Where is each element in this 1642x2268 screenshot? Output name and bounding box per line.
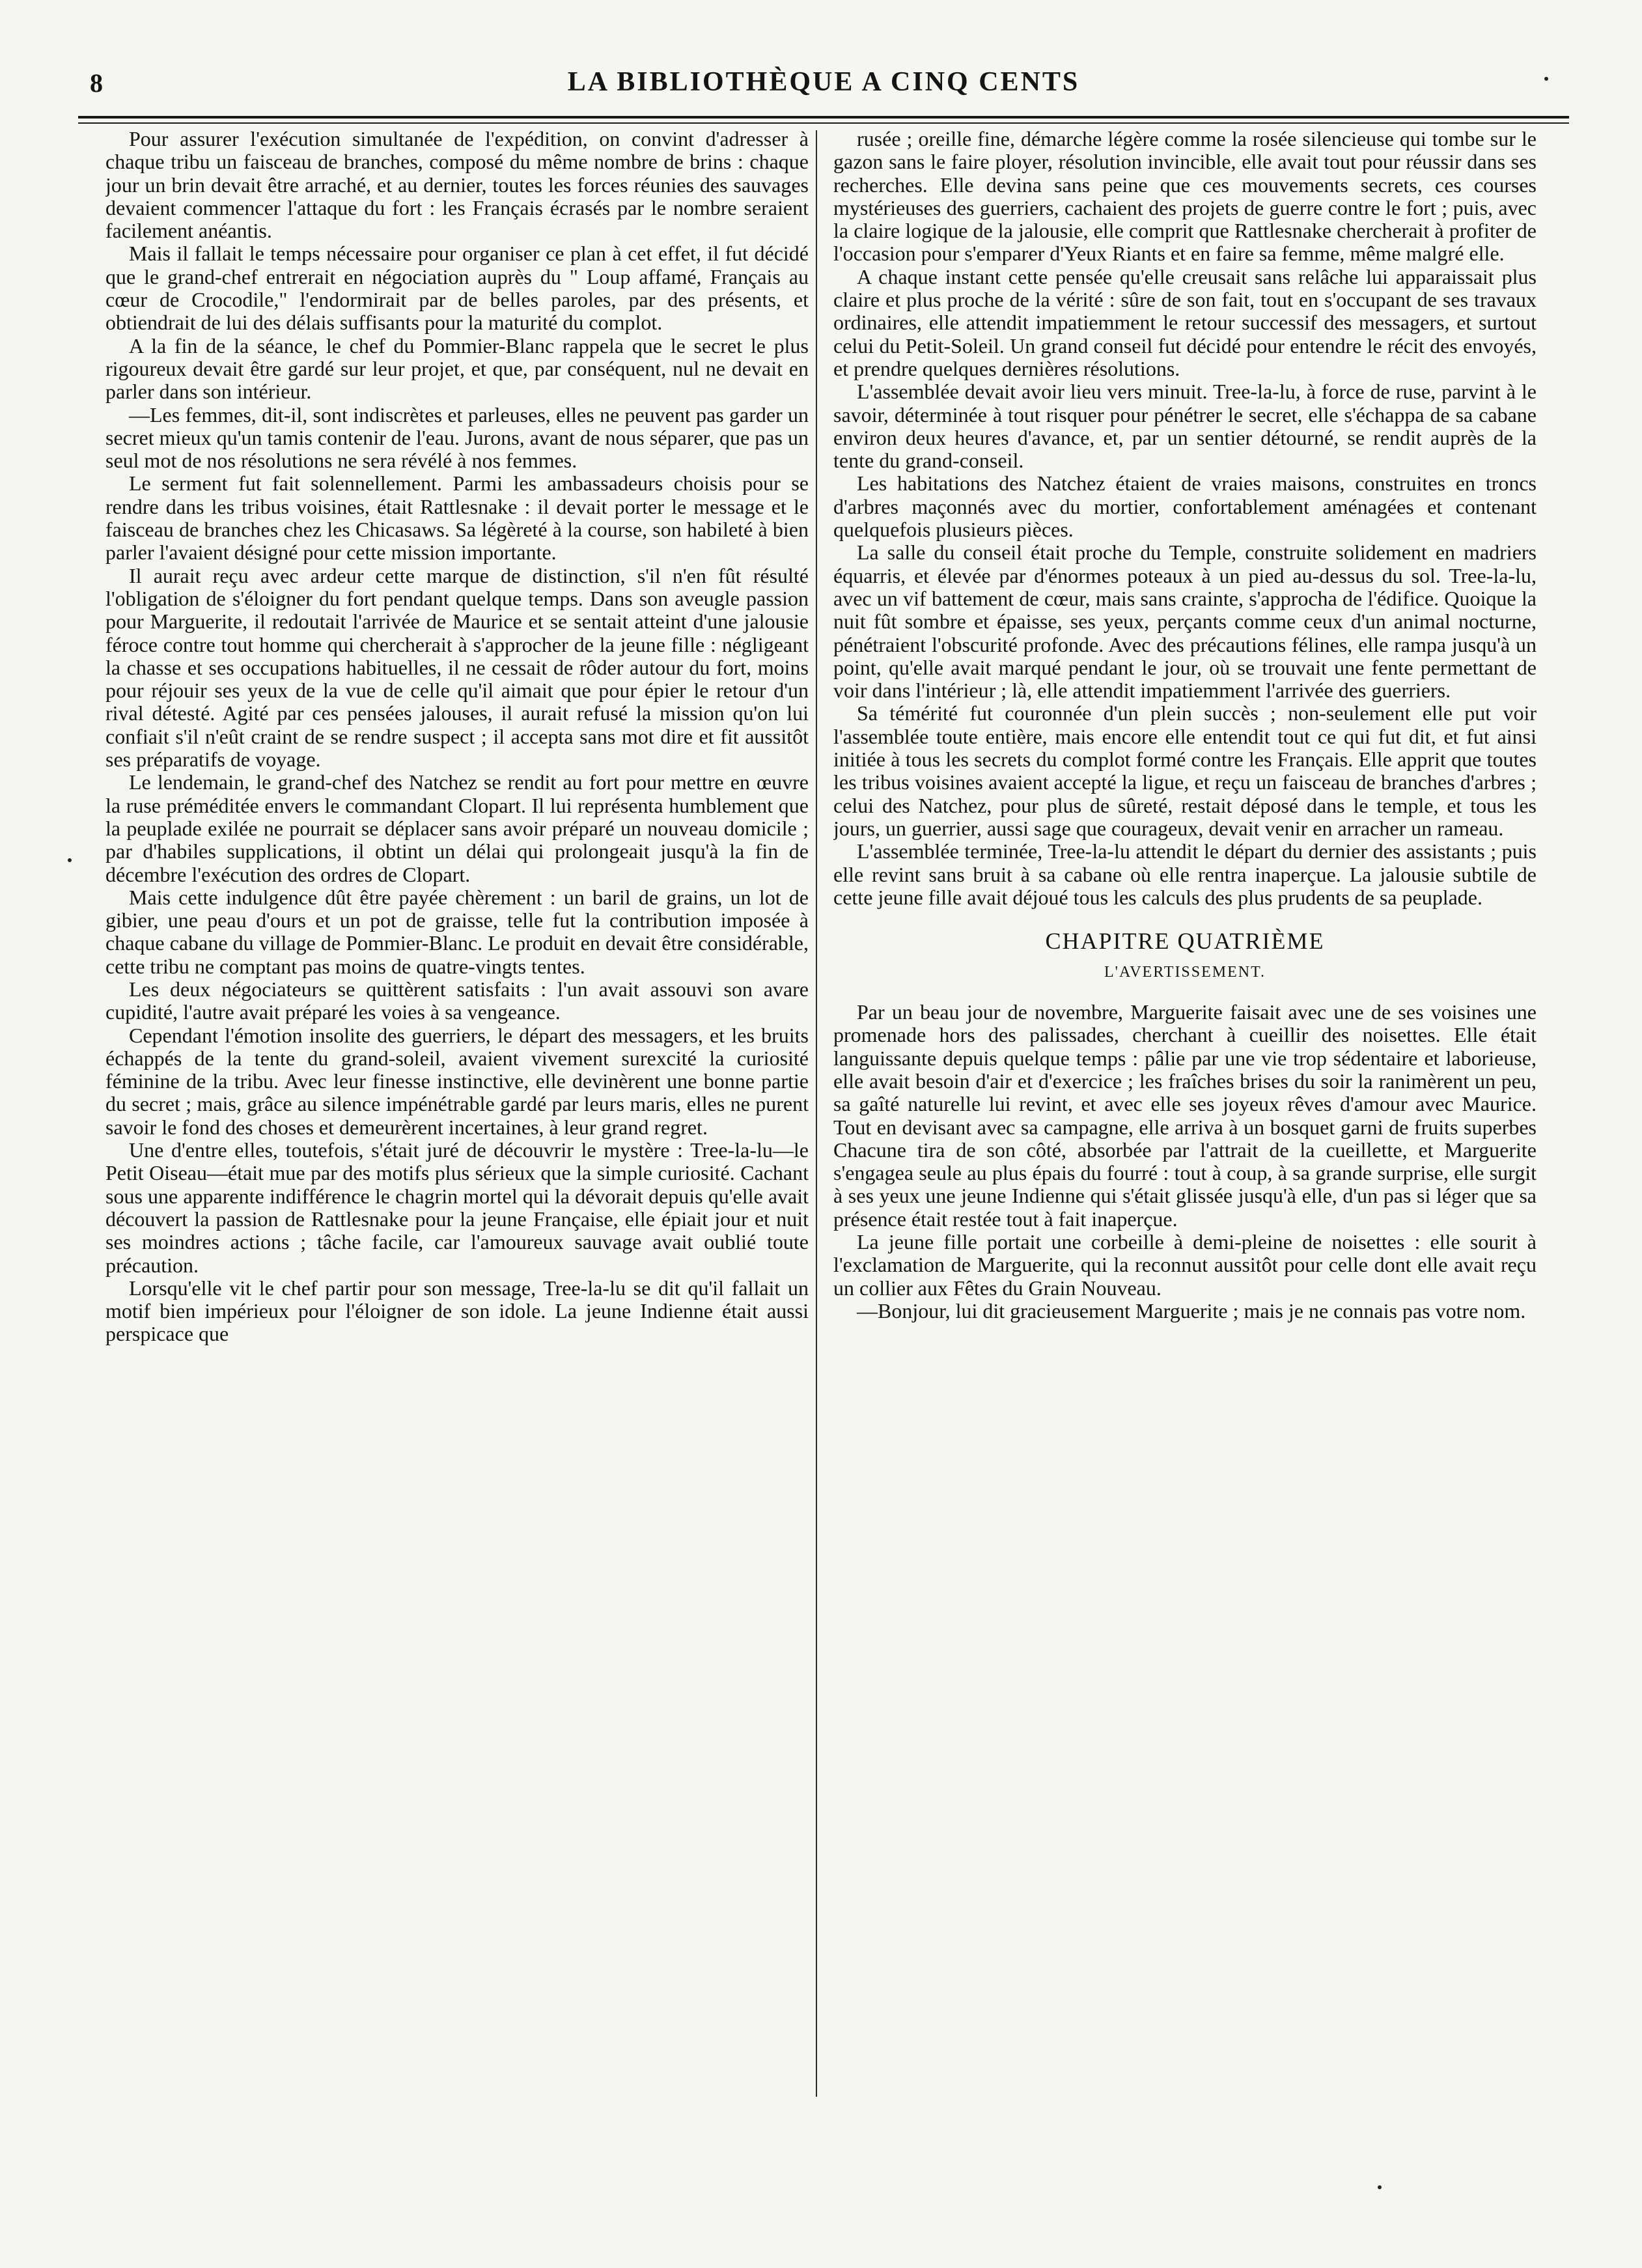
- header-rule-thin: [78, 122, 1569, 124]
- paragraph: A chaque instant cette pensée qu'elle creusait sans relâche lui apparaissait plus claire et plus proche de la vérité : sûre de son fait, tout en s'occupant de ses travaux ordinaires, elle attendit impatiemment le retour successif des messagers, et surtout celui du Petit-Soleil. Un grand conseil fut décidé pour entendre le récit des envoyés, et prendre quelques dernières résolutions.: [833, 264, 1537, 380]
- paragraph: —Bonjour, lui dit gracieusement Marguerite ; mais je ne connais pas votre nom.: [857, 1298, 1526, 1323]
- paragraph: Par un beau jour de novembre, Marguerite faisait avec une de ses voisines une promenade hors des palissades, cherchant à cueillir des noisettes. Elle était languissante depuis quelque temps : pâlie par une vie trop sédentaire et laborieuse, elle avait besoin d'air et d'exercice ; les fraîches brises du soir la ranimèrent un peu, sa gaîté naturelle lui revint, et avec elle ses joyeux rêves d'amour avec Maurice. Tout en devisant avec sa campagne, elle arriva à un bosquet garni de fruits superbes Chacune tira de son côté, absorbée par l'attrait de la cueillette, et Marguerite s'engagea seule au plus épais du fourré : tout à coup, à sa grande surprise, elle surgit à ses yeux une jeune Indienne qui s'était glissée jusqu'à elle, d'un pas si léger que sa présence était restée tout à fait inaperçue.: [833, 1000, 1537, 1231]
- ink-speck: [1378, 2185, 1382, 2189]
- paragraph: L'assemblée devait avoir lieu vers minuit. Tree-la-lu, à force de ruse, parvint à le savoir, déterminée à tout risquer pour pénétrer le secret, elle s'échappa de sa cabane environ deux heures d'avance, et, par un sentier détourné, se rendit auprès de la tente du grand-conseil.: [833, 380, 1537, 473]
- right-column: [833, 128, 1537, 2146]
- paragraph: L'assemblée terminée, Tree-la-lu attendit le départ du dernier des assistants ; puis elle revint sans bruit à sa cabane où elle rentra inaperçue. La jalousie subtile de cette jeune fille avait déjoué tous les calculs des plus prudents de sa peuplade.: [833, 839, 1537, 909]
- paragraph: Lorsqu'elle vit le chef partir pour son message, Tree-la-lu se dit qu'il fallait un motif bien impérieux pour l'éloigner de son idole. La jeune Indienne était aussi perspicace que: [105, 1276, 809, 1346]
- paragraph: La salle du conseil était proche du Temple, construite solidement en madriers équarris, et élevée par d'énormes poteaux à un pied au-dessus du sol. Tree-la-lu, avec un vif battement de cœur, mais sans crainte, s'approcha de l'édifice. Quoique la nuit fût sombre et épaisse, ses yeux, perçants comme ceux d'un animal nocturne, pénétraient l'obscurité profonde. Avec des précautions félines, elle rampa jusqu'à un point, qu'elle avait marqué pendant le jour, où se trouvait une fente permettant de voir dans l'intérieur ; là, elle attendit impatiemment l'arrivée des guerriers.: [833, 540, 1537, 703]
- paragraph: La jeune fille portait une corbeille à demi-pleine de noisettes : elle sourit à l'exclamation de Marguerite, qui la reconnut aussitôt pour celle dont elle avait reçu un collier aux Fêtes du Grain Nouveau.: [833, 1230, 1537, 1300]
- page-header: [78, 63, 1569, 115]
- ink-speck: [68, 858, 72, 862]
- paragraph: Cependant l'émotion insolite des guerriers, le départ des messagers, et les bruits échappés de la tente du grand-soleil, avaient vivement surexcité la curiosité féminine de la tribu. Avec leur finesse instinctive, elle devinèrent une bonne partie du secret ; mais, grâce au silence impénétrable gardé par leurs maris, elles ne purent savoir le fond des choses et demeurèrent incertaines, à leur grand regret.: [105, 1023, 809, 1139]
- paragraph: Il aurait reçu avec ardeur cette marque de distinction, s'il n'en fût résulté l'obligation de s'éloigner du fort pendant quelque temps. Dans son aveugle passion pour Marguerite, il redoutait l'arrivée de Maurice et se sentait atteint d'une jalousie féroce contre tout homme qui chercherait à s'approcher de la jeune fille : négligeant la chasse et ses occupations habituelles, il ne cessait de rôder autour du fort, moins pour réjouir ses yeux de la vue de celle qu'il aimait que pour épier le retour d'un rival détesté. Agité par ces pensées jalouses, il aurait refusé la mission qu'on lui confiait s'il n'eût craint de se rendre suspect ; il accepta sans mot dire et fit aussitôt ses préparatifs de voyage.: [105, 563, 809, 772]
- paragraph: Le lendemain, le grand-chef des Natchez se rendit au fort pour mettre en œuvre la ruse préméditée envers le commandant Clopart. Il lui représenta humblement que la peuplade exilée ne pourrait se déplacer sans avoir préparé un nouveau domicile ; par d'habiles supplications, il obtint un délai qui prolongeait jusqu'à la fin de décembre l'exécution des ordres de Clopart.: [105, 770, 809, 886]
- paragraph: rusée ; oreille fine, démarche légère comme la rosée silencieuse qui tombe sur le gazon sans le faire ployer, résolution invincible, elle avait tout pour réussir dans ses recherches. Elle devina sans peine que ces mouvements secrets, ces courses mystérieuses des guerriers, cachaient des projets de guerre contre le fort ; puis, avec la claire logique de la jalousie, elle comprit que Rattlesnake chercherait à profiter de l'occasion pour s'emparer d'Yeux Riants et en faire sa femme, même malgré elle.: [833, 128, 1537, 266]
- chapter-title: CHAPITRE QUATRIÈME: [1045, 928, 1325, 955]
- paragraph: Une d'entre elles, toutefois, s'était juré de découvrir le mystère : Tree-la-lu—le Petit Oiseau—était mue par des motifs plus sérieux que la simple curiosité. Cachant sous une apparente indifférence le chagrin mortel qui la dévorait depuis qu'elle avait découvert la passion de Rattlesnake pour la jeune Française, elle épiait jour et nuit ses moindres actions ; tâche facile, car l'amoureux sauvage avait oublié toute précaution.: [105, 1138, 809, 1277]
- running-title: LA BIBLIOTHÈQUE A CINQ CENTS: [567, 67, 1080, 97]
- paragraph: Pour assurer l'exécution simultanée de l'expédition, on convint d'adresser à chaque tribu un faisceau de branches, composé du même nombre de brins : chaque jour un brin devait être arraché, et au dernier, toutes les forces réunies des sauvages devaient commencer l'attaque du fort : les Français écrasés par le nombre seraient facilement anéantis.: [105, 128, 809, 243]
- chapter-subtitle: L'AVERTISSEMENT.: [1104, 964, 1266, 981]
- paragraph: Mais cette indulgence dût être payée chèrement : un baril de grains, un lot de gibier, une peau d'ours et un pot de graisse, telle fut la contribution imposée à chaque cabane du village de Pommier-Blanc. Le produit en devait être considérable, cette tribu ne comptant pas moins de quatre-vingts tentes.: [105, 885, 809, 978]
- paragraph: —Les femmes, dit-il, sont indiscrètes et parleuses, elles ne peuvent pas garder un secret mieux qu'un tamis contenir de l'eau. Jurons, avant de nous séparer, que pas un seul mot de nos résolutions ne sera révélé à nos femmes.: [105, 402, 809, 473]
- paragraph: A la fin de la séance, le chef du Pommier-Blanc rappela que le secret le plus rigoureux devait être gardé sur leur projet, et que, par conséquent, nul ne devait en parler dans son intérieur.: [105, 333, 809, 404]
- column-divider: [816, 130, 817, 2097]
- header-rule-thick: [78, 116, 1569, 119]
- paragraph: Mais il fallait le temps nécessaire pour organiser ce plan à cet effet, il fut décidé que le grand-chef entrerait en négociation auprès du " Loup affamé, Français au cœur de Crocodile," l'endormirait par de belles paroles, par des présents, et obtiendrait de lui des délais suffisants pour la maturité du complot.: [105, 242, 809, 335]
- page-number: 8: [90, 68, 103, 98]
- left-column: [105, 128, 809, 2146]
- ink-speck: [1544, 77, 1548, 81]
- paragraph: Les habitations des Natchez étaient de vraies maisons, construites en troncs d'arbres maçonnés avec du mortier, confortablement aménagées et contenant quelquefois plusieurs pièces.: [833, 471, 1537, 542]
- paragraph: Le serment fut fait solennellement. Parmi les ambassadeurs choisis pour se rendre dans les tribus voisines, était Rattlesnake : il devait porter le message et le faisceau de branches chez les Chicasaws. Sa légèreté à la course, son habileté à bien parler l'avaient désigné pour cette mission importante.: [105, 471, 809, 565]
- paragraph: Sa témérité fut couronnée d'un plein succès ; non-seulement elle put voir l'assemblée toute entière, mais encore elle entendit tout ce qui fut dit, et fut ainsi initiée à tous les secrets du complot formé contre les Français. Elle apprit que toutes les tribus voisines avaient accepté la ligue, et reçu un faisceau de branches d'arbres ; celui des Natchez, pour plus de sûreté, restait déposé dans le temple, et tous les jours, un guerrier, aussi sage que courageux, devait venir en arracher un rameau.: [833, 701, 1537, 840]
- paragraph: Les deux négociateurs se quittèrent satisfaits : l'un avait assouvi son avare cupidité, l'autre avait préparé les voies à sa vengeance.: [105, 977, 809, 1024]
